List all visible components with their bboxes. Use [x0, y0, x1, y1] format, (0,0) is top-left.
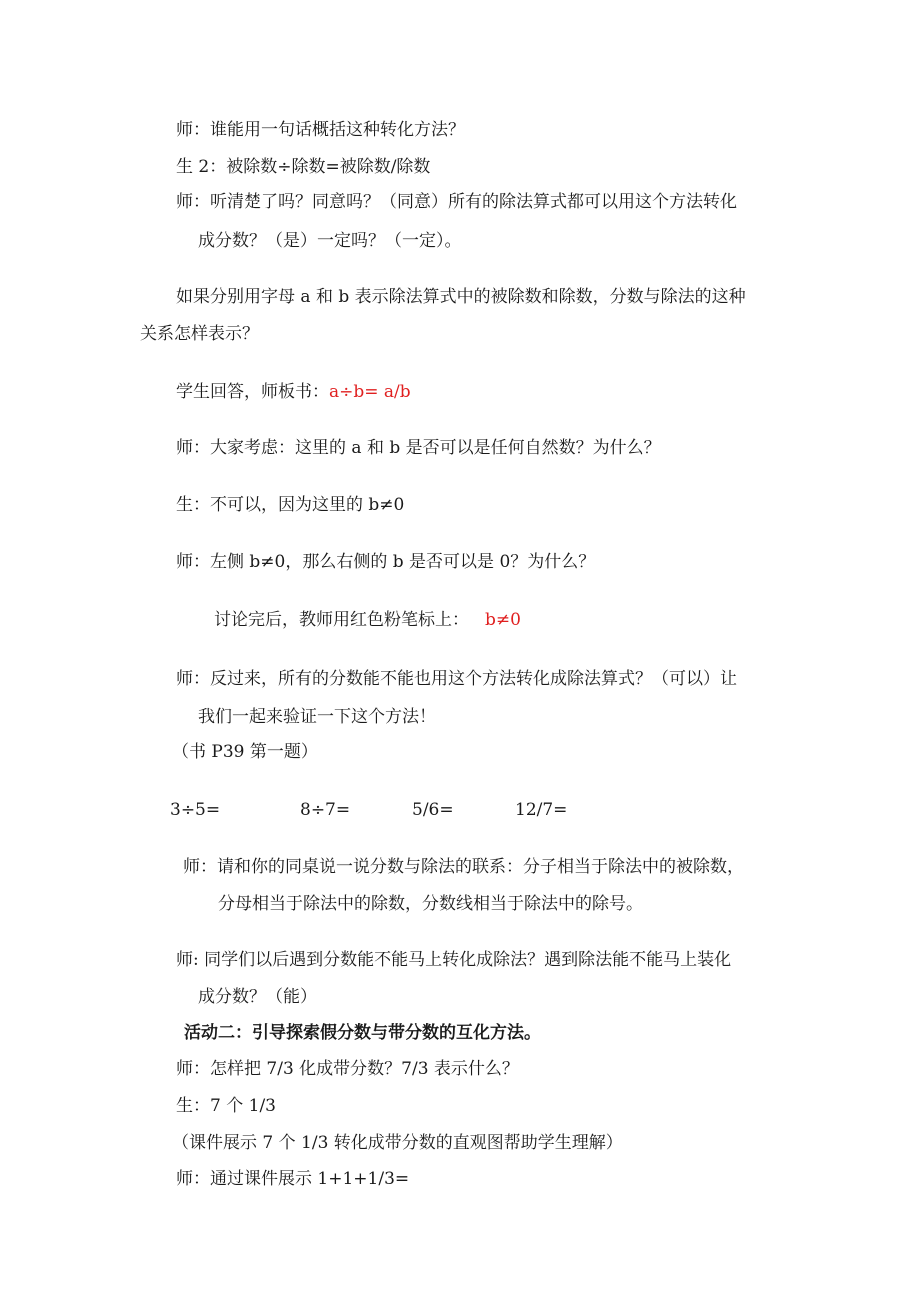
paragraph-text: 学生回答，师板书：	[176, 382, 329, 402]
paragraph-line: 如果分别用字母 a 和 b 表示除法算式中的被除数和除数，分数与除法的这种	[176, 287, 746, 307]
paragraph-line: 生：7 个 1/3	[176, 1096, 276, 1116]
paragraph-line: 师: 同学们以后遇到分数能不能马上转化成除法？遇到除法能不能马上装化	[176, 950, 732, 970]
paragraph-line: 关系怎样表示？	[140, 324, 259, 344]
paragraph-line: 生：不可以，因为这里的 b≠0	[176, 495, 405, 515]
paragraph-line: 分母相当于除法中的除数，分数线相当于除法中的除号。	[218, 894, 643, 914]
paragraph-line: （课件展示 7 个 1/3 转化成带分数的直观图帮助学生理解）	[172, 1133, 623, 1153]
paragraph-line: 成分数？（能）	[198, 987, 317, 1007]
paragraph-line: 师：大家考虑：这里的 a 和 b 是否可以是任何自然数？为什么？	[176, 438, 661, 458]
section-heading: 活动二：引导探索假分数与带分数的互化方法。	[184, 1023, 541, 1043]
paragraph-line: 师：通过课件展示 1+1+1/3=	[176, 1169, 410, 1189]
paragraph-line: 师：请和你的同桌说一说分数与除法的联系：分子相当于除法中的被除数，	[183, 857, 744, 877]
board-formula: b≠0	[485, 610, 521, 630]
paragraph-line: 生 2：被除数÷除数=被除数/除数	[176, 157, 431, 177]
paragraph-line: 我们一起来验证一下这个方法！	[198, 707, 436, 727]
paragraph-line	[214, 608, 521, 632]
exercise-item: 3÷5=	[170, 800, 221, 820]
paragraph-line: 成分数？（是）一定吗？（一定）。	[198, 231, 462, 251]
paragraph-line: 师：左侧 b≠0，那么右侧的 b 是否可以是 0？为什么？	[176, 552, 596, 572]
board-formula: a÷b= a/b	[329, 382, 411, 402]
exercise-item: 12/7=	[515, 800, 568, 820]
paragraph-line: 师：反过来，所有的分数能不能也用这个方法转化成除法算式？（可以）让	[176, 669, 737, 689]
paragraph-line	[176, 380, 411, 404]
paragraph-line: （书 P39 第一题）	[172, 742, 318, 762]
exercise-item: 5/6=	[412, 800, 454, 820]
paragraph-text: 讨论完后，教师用红色粉笔标上：	[214, 610, 469, 630]
paragraph-line: 师：谁能用一句话概括这种转化方法？	[176, 120, 465, 140]
exercise-item: 8÷7=	[300, 800, 351, 820]
paragraph-line: 师：听清楚了吗？同意吗？（同意）所有的除法算式都可以用这个方法转化	[176, 192, 737, 212]
paragraph-line: 师：怎样把 7/3 化成带分数？7/3 表示什么？	[176, 1059, 519, 1079]
